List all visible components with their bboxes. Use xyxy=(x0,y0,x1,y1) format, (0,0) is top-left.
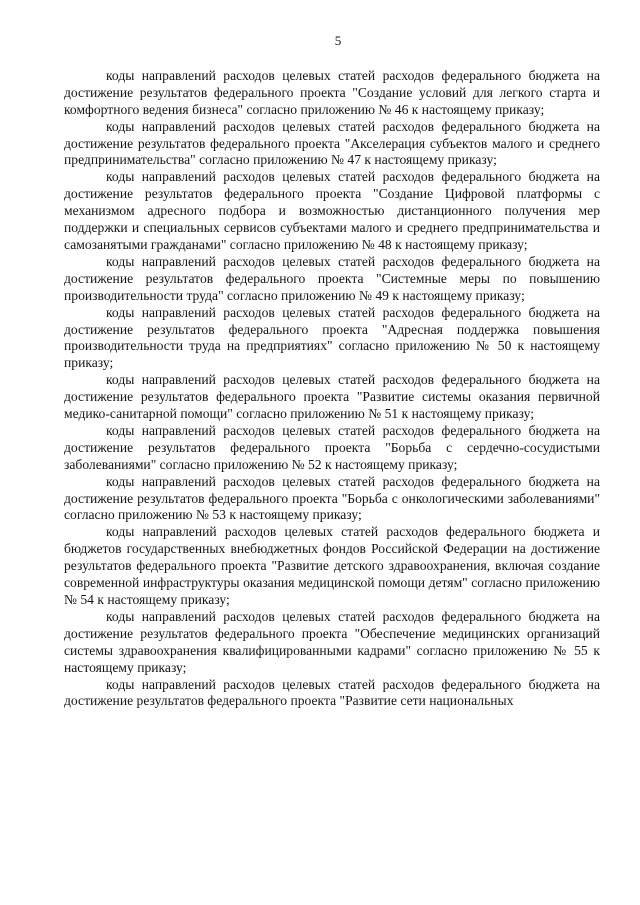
paragraph-7: коды направлений расходов целевых статей расходов федерального бюджета на достижение результатов федерального проекта "Борьба с сердечно-сосудистыми заболеваниями" согласно приложению № 52 к настоящему приказу; xyxy=(64,422,600,472)
paragraph-11: коды направлений расходов целевых статей расходов федерального бюджета на достижение результатов федерального проекта "Развитие сети национальных xyxy=(64,676,600,709)
paragraph-5: коды направлений расходов целевых статей расходов федерального бюджета на достижение результатов федерального проекта "Адресная поддержка повышения производительности труда на предприятиях" согласно приложению № 50 к настоящему приказу; xyxy=(64,304,600,371)
paragraph-6: коды направлений расходов целевых статей расходов федерального бюджета на достижение результатов федерального проекта "Развитие системы оказания первичной медико-санитарной помощи" согласно приложению № 51 к настоящему приказу; xyxy=(64,372,600,422)
paragraph-8: коды направлений расходов целевых статей расходов федерального бюджета на достижение результатов федерального проекта "Борьба с онкологическими заболеваниями" согласно приложению № 53 к настоящему приказу; xyxy=(64,473,600,523)
paragraph-1: коды направлений расходов целевых статей расходов федерального бюджета на достижение результатов федерального проекта "Создание условий для легкого старта и комфортного ведения бизнеса" согласно приложению № 46 к настоящему приказу; xyxy=(64,67,600,117)
paragraph-9: коды направлений расходов целевых статей расходов федерального бюджета и бюджетов государственных внебюджетных фондов Российской Федерации на достижение результатов федерального проекта "Развитие детского здравоохранения, включая создание современной инфраструктуры оказания медицинской помощи детям" согласно приложению № 54 к настоящему приказу; xyxy=(64,524,600,607)
page-number: 5 xyxy=(334,33,342,48)
paragraph-2: коды направлений расходов целевых статей расходов федерального бюджета на достижение результатов федерального проекта "Акселерация субъектов малого и среднего предпринимательства" согласно приложению № 47 к настоящему приказу; xyxy=(64,118,600,168)
paragraph-4: коды направлений расходов целевых статей расходов федерального бюджета на достижение результатов федерального проекта "Системные меры по повышению производительности труда" согласно приложению № 49 к настоящему приказу; xyxy=(64,253,600,303)
paragraph-10: коды направлений расходов целевых статей расходов федерального бюджета на достижение результатов федерального проекта "Обеспечение медицинских организаций системы здравоохранения квалифицированными кадрами" согласно приложению № 55 к настоящему приказу; xyxy=(64,608,600,675)
paragraph-3: коды направлений расходов целевых статей расходов федерального бюджета на достижение результатов федерального проекта "Создание Цифровой платформы с механизмом адресного подбора и возможностью дистанционного получения мер поддержки и специальных сервисов субъектами малого и среднего предпринимательства и самозанятыми гражданами" согласно приложению № 48 к настоящему приказу; xyxy=(64,169,600,252)
